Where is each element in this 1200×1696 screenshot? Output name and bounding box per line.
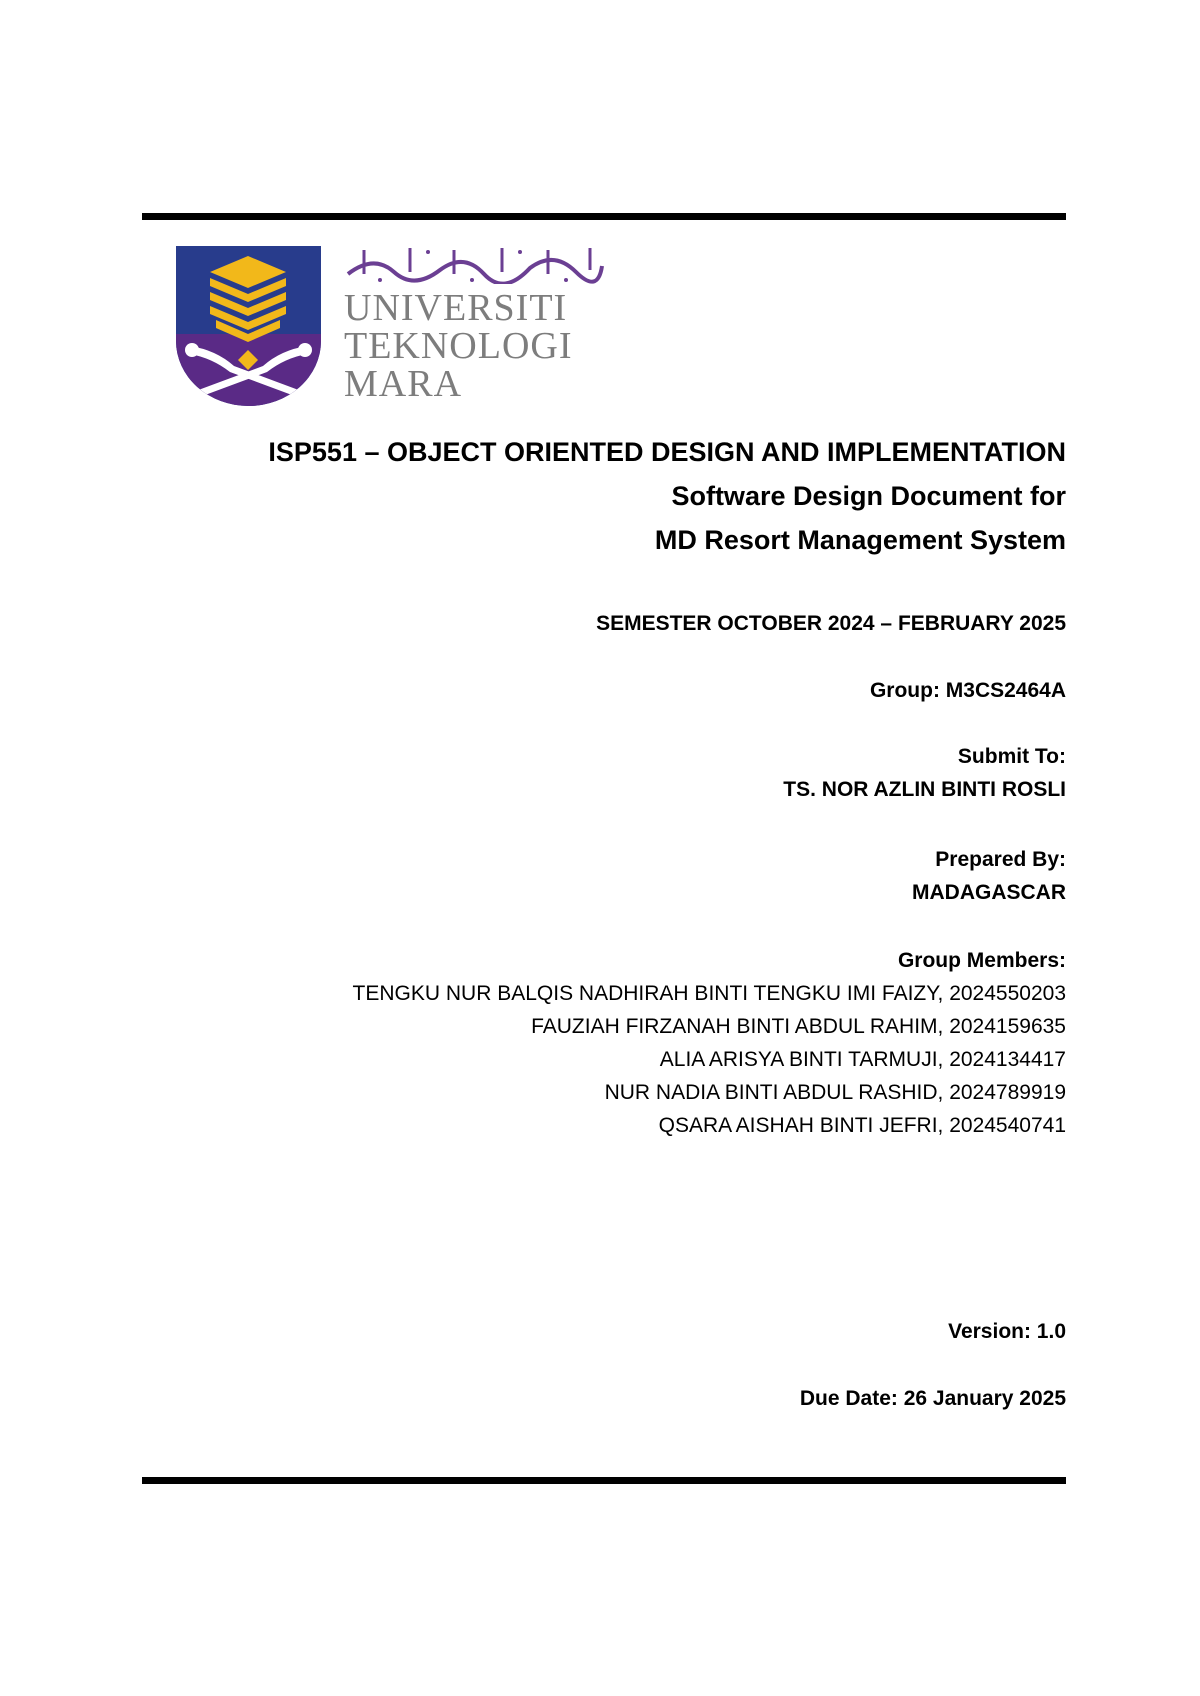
- document-title: [268, 430, 1066, 562]
- document-type: Software Design Document for: [671, 481, 1066, 511]
- prepared-by-label: Prepared By:: [935, 848, 1066, 871]
- submit-to-label: Submit To:: [957, 745, 1066, 768]
- member-1: TENGKU NUR BALQIS NADHIRAH BINTI TENGKU IMI FAIZY, 2024550203: [352, 982, 1066, 1005]
- logo-word-teknologi: TEKNOLOGI: [344, 325, 573, 367]
- due-date: Due Date: 26 January 2025: [799, 1387, 1066, 1410]
- top-rule: [142, 213, 1066, 220]
- logo-jawi-text: [344, 244, 606, 284]
- lecturer-name: TS. NOR AZLIN BINTI ROSLI: [783, 778, 1066, 801]
- version: Version: 1.0: [948, 1320, 1066, 1343]
- group-code: Group: M3CS2464A: [869, 679, 1066, 702]
- uitm-logo: [176, 244, 606, 410]
- logo-word-mara: MARA: [344, 363, 463, 405]
- course-title: ISP551 – OBJECT ORIENTED DESIGN AND IMPLEMENTATION: [268, 437, 1066, 467]
- member-4: NUR NADIA BINTI ABDUL RASHID, 2024789919: [604, 1081, 1066, 1104]
- bottom-rule: [142, 1477, 1066, 1484]
- group-members-label: Group Members:: [897, 949, 1066, 972]
- jawi-script-icon: [344, 244, 606, 284]
- system-name: MD Resort Management System: [654, 525, 1066, 555]
- uitm-crest-icon: [176, 246, 321, 406]
- member-5: QSARA AISHAH BINTI JEFRI, 2024540741: [658, 1114, 1066, 1137]
- member-3: ALIA ARISYA BINTI TARMUJI, 2024134417: [659, 1048, 1066, 1071]
- logo-word-universiti: UNIVERSITI: [344, 287, 568, 329]
- semester: SEMESTER OCTOBER 2024 – FEBRUARY 2025: [596, 612, 1066, 635]
- group-name: MADAGASCAR: [912, 881, 1066, 904]
- member-2: FAUZIAH FIRZANAH BINTI ABDUL RAHIM, 2024159635: [531, 1015, 1066, 1038]
